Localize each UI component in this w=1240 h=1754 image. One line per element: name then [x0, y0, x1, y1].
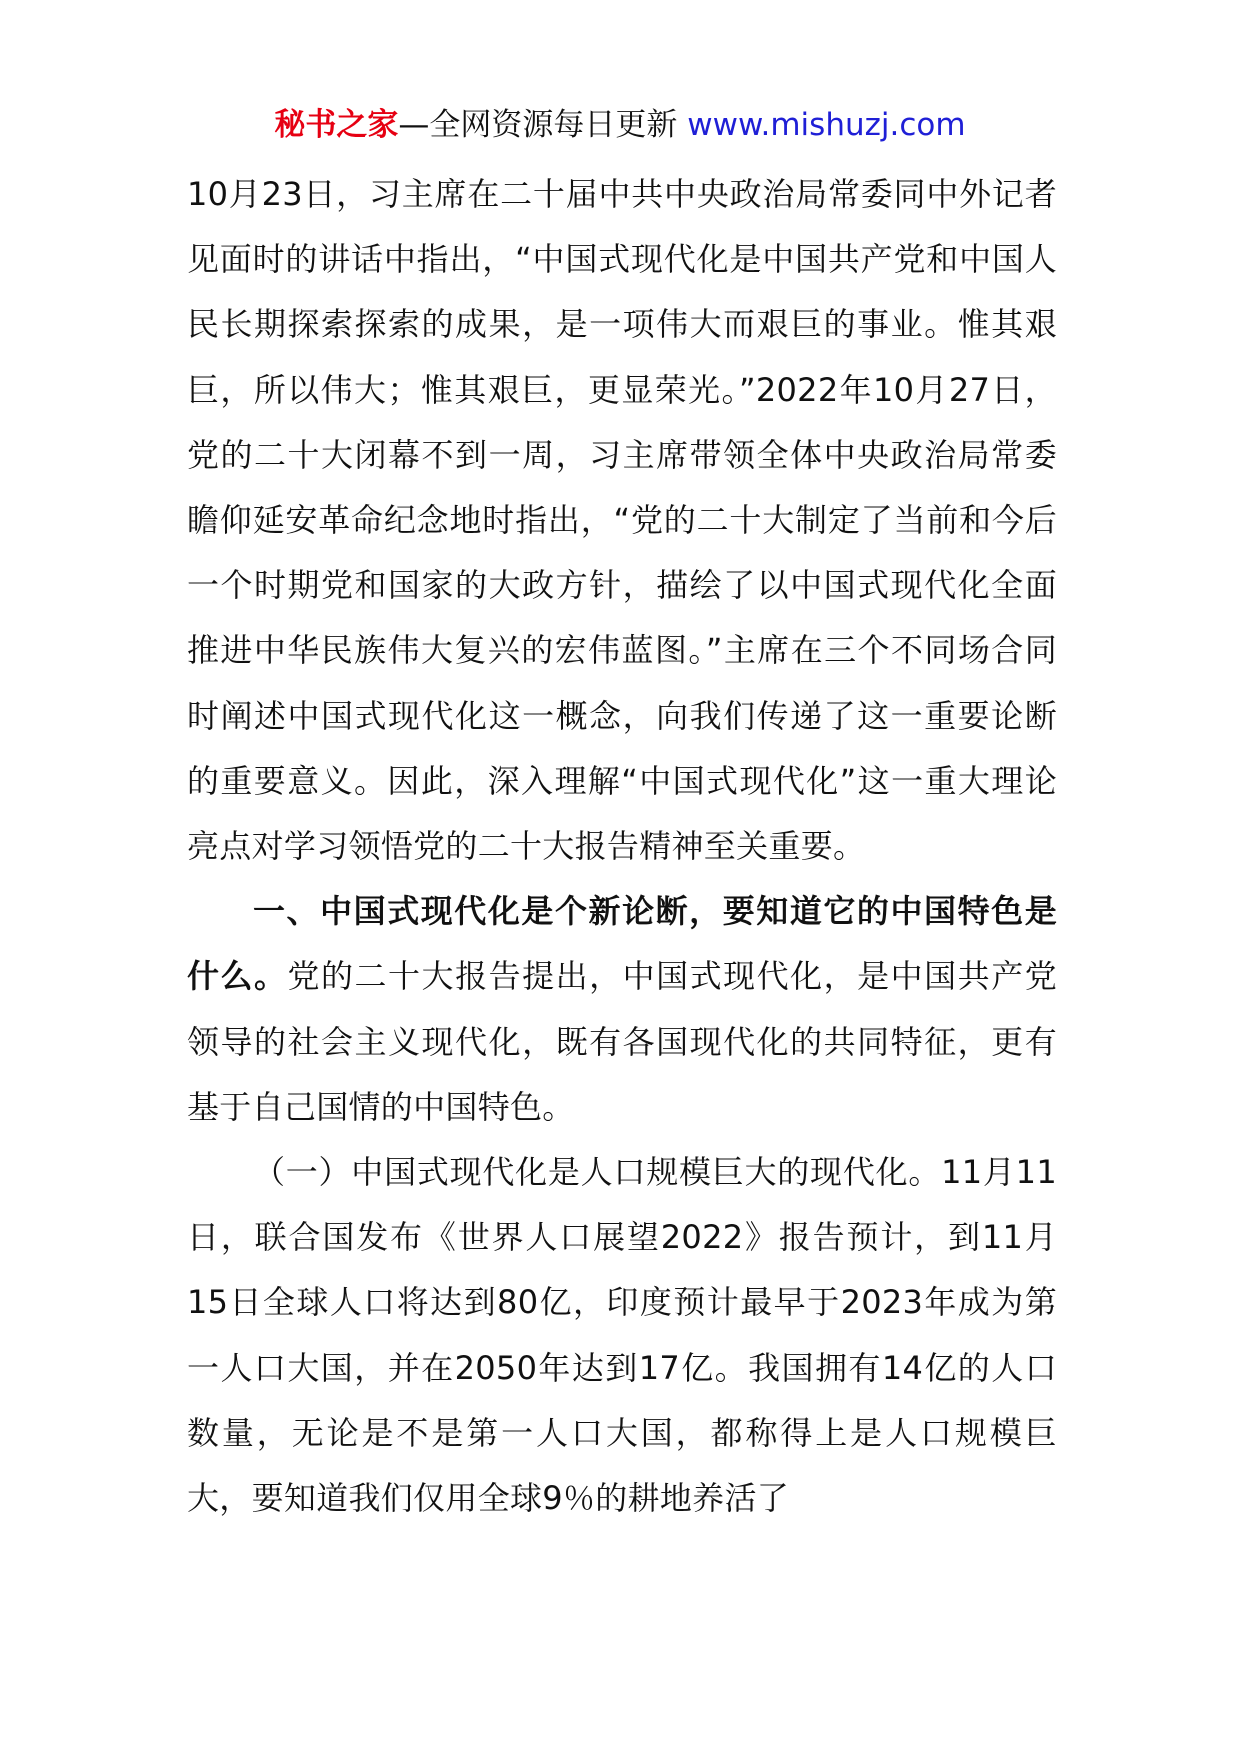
paragraph-intro: 10月23日，习主席在二十届中共中央政治局常委同中外记者见面时的讲话中指出，“中国式现代化是中国共产党和中国人民长期探索探索的成果，是一项伟大而艰巨的事业。惟其艰巨，所以伟大；惟其艰巨，更显荣光。”2022年10月27日，党的二十大闭幕不到一周，习主席带领全体中央政治局常委瞻仰延安革命纪念地时指出，“党的二十大制定了当前和今后一个时期党和国家的大政方针，描绘了以中国式现代化全面推进中华民族伟大复兴的宏伟蓝图。”主席在三个不同场合同时阐述中国式现代化这一概念，向我们传递了这一重要论断的重要意义。因此，深入理解“中国式现代化”这一重大理论亮点对学习领悟党的二十大报告精神至关重要。 [187, 175, 1057, 866]
page-header [0, 98, 1240, 152]
paragraph-section-one [187, 879, 1057, 1140]
paragraph-subsection-one: （一）中国式现代化是人口规模巨大的现代化。11月11日，联合国发布《世界人口展望2022》报告预计，到11月15日全球人口将达到80亿，印度预计最早于2023年成为第一人口大国，并在2050年达到17亿。我国拥有14亿的人口数量，无论是不是第一人口大国，都称得上是人口规模巨大，要知道我们仅用全球9％的耕地养活了 [187, 1153, 1057, 1518]
header-tagline: —全网资源每日更新 [398, 107, 688, 143]
section-text: 党的二十大报告提出，中国式现代化，是中国共产党领导的社会主义现代化，既有各国现代化的共同特征，更有基于自己国情的中国特色。 [187, 957, 1057, 1126]
site-url-link[interactable]: www.mishuzj.com [687, 107, 966, 143]
document-body [187, 162, 1057, 1531]
brand-name: 秘书之家 [274, 107, 399, 143]
section-heading: 一、中国式现代化是个新论断，要知道它的中国特色是什么。 [187, 892, 1057, 996]
